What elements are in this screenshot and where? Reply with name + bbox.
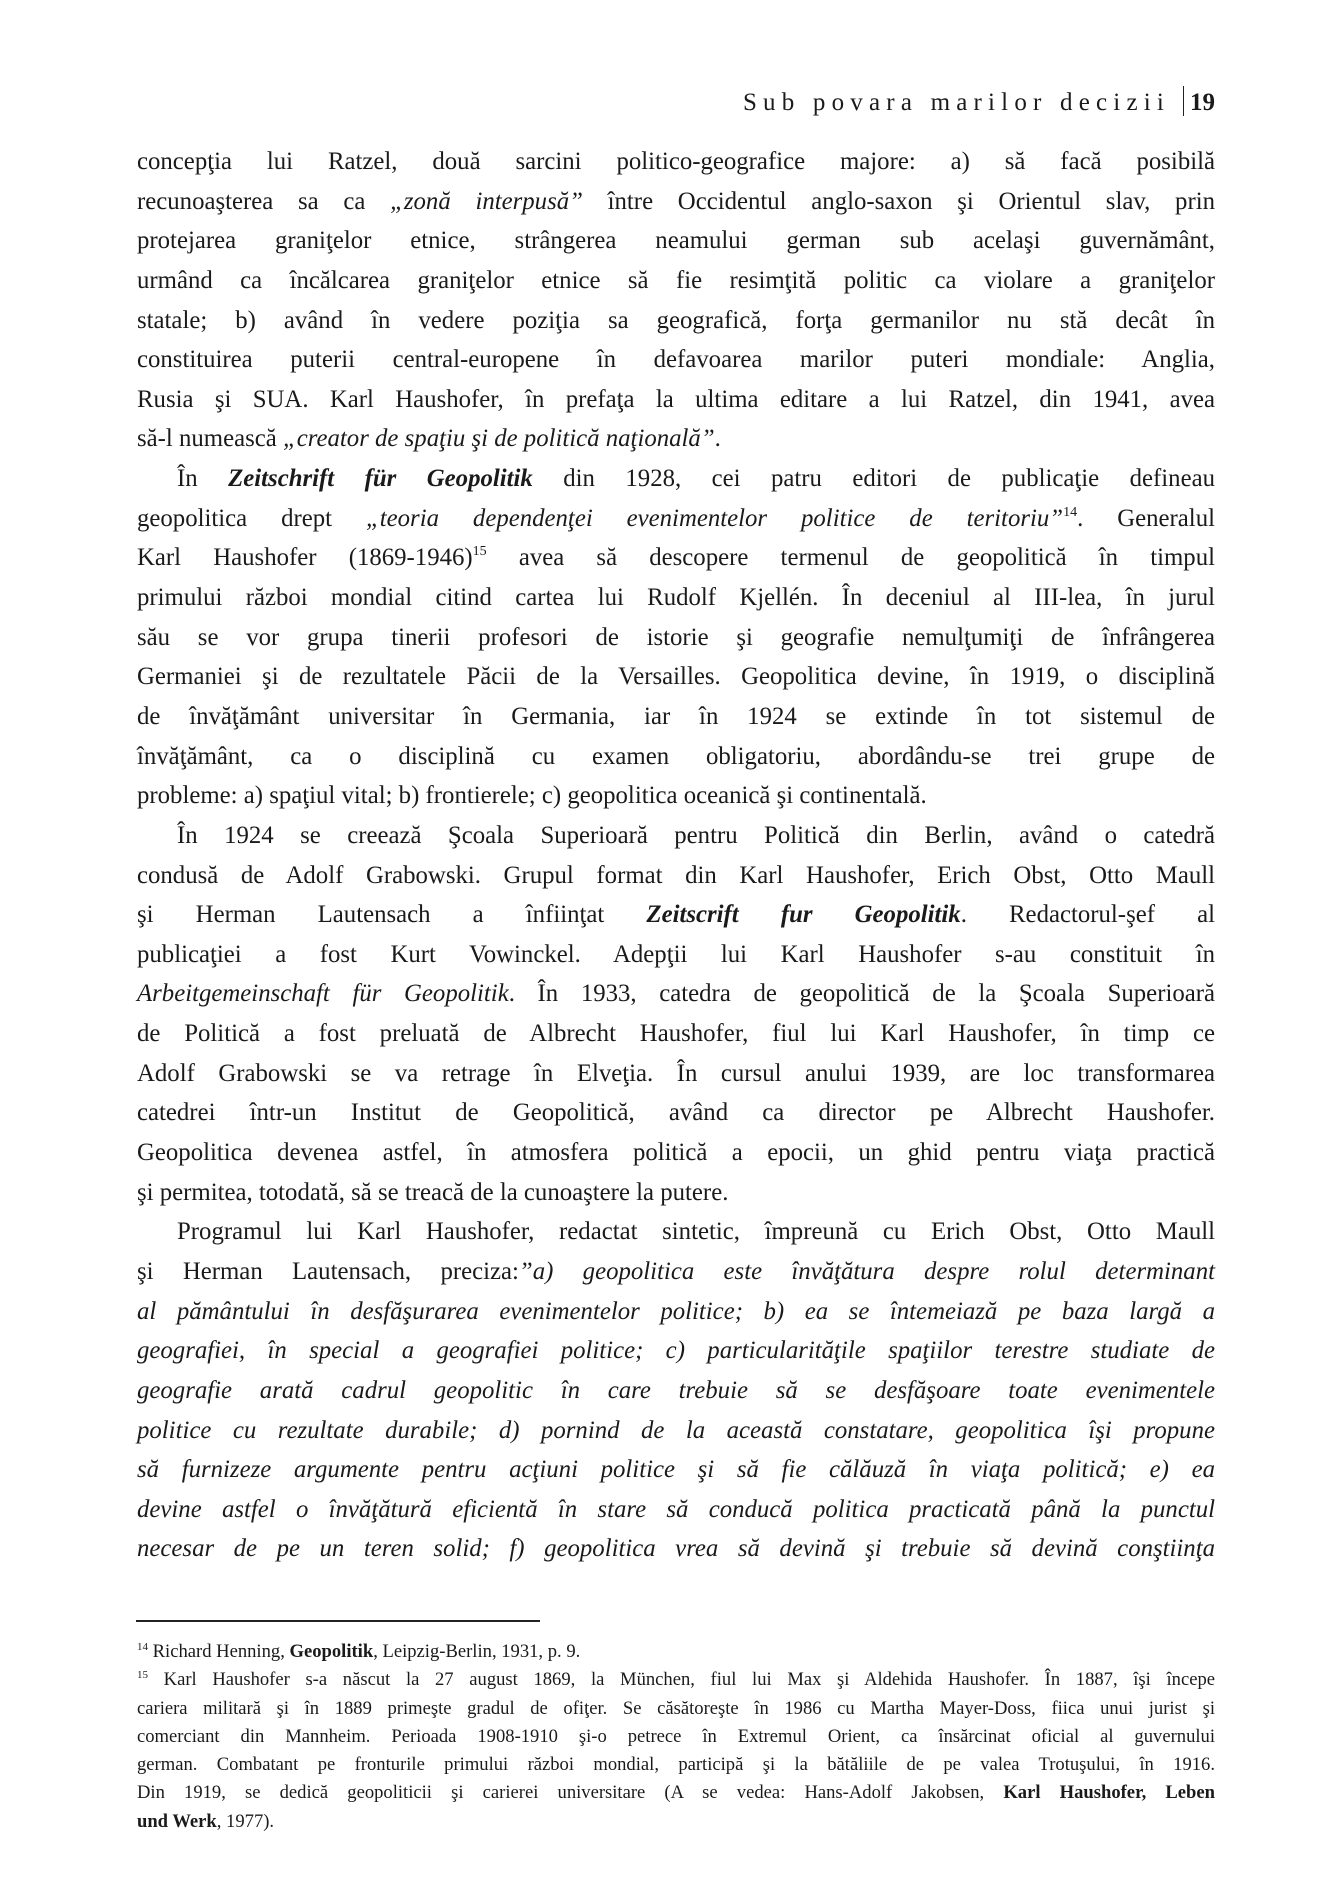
text-span: german. Combatant pe fronturile primului război mondial, participă şi la bătăliile de pe valea Trotuşului, în 1916.	[137, 1754, 1215, 1776]
text-span: avea să descopere termenul de geopolitică în timpul	[486, 544, 1215, 572]
text-span: între Occidentul anglo-saxon şi Orientul slav, prin	[582, 187, 1215, 215]
text-line	[137, 1212, 1215, 1252]
text-line	[137, 182, 1215, 222]
text-span: Karl Haushofer s-a născut la 27 august 1869, la München, fiul lui Max şi Aldehida Haushofer. În 1887, îşi începe	[148, 1669, 1215, 1691]
text-span: . Generalul	[1077, 504, 1215, 532]
text-line	[137, 538, 1215, 578]
text-line	[137, 459, 1215, 499]
text-line	[137, 1292, 1215, 1332]
text-span: publicaţiei a fost Kurt Vowinckel. Adepţii lui Karl Haushofer s-au constituit în	[137, 940, 1215, 968]
text-span: din 1928, cei patru editori de publicaţie defineau	[532, 465, 1215, 493]
footnote-reference: 14	[137, 1641, 148, 1653]
footnote-line	[137, 1666, 1215, 1694]
text-span: şi Herman Lautensach a înfiinţat	[137, 901, 647, 929]
text-line	[137, 1014, 1215, 1054]
footnote-reference: 15	[137, 1669, 148, 1682]
text-span: şi Herman Lautensach, preciza:	[137, 1257, 519, 1285]
text-line	[137, 1411, 1215, 1451]
text-line	[137, 1529, 1215, 1569]
footnote-line	[137, 1638, 1215, 1666]
text-line	[137, 142, 1215, 182]
footnotes	[137, 1638, 1215, 1836]
text-line	[137, 895, 1215, 935]
text-span: urmând ca încălcarea graniţelor etnice să fie resimţită politic ca violare a graniţelor	[137, 266, 1215, 294]
text-line	[137, 618, 1215, 658]
text-span: . În 1933, catedra de geopolitică de la Şcoala Superioară	[508, 980, 1216, 1008]
text-span: recunoaşterea sa ca	[137, 187, 391, 215]
text-line	[137, 221, 1215, 261]
text-span: comerciant din Mannheim. Perioada 1908-1910 şi-o petrece în Extremul Orient, ca însărcinat oficial al guvernului	[137, 1725, 1215, 1747]
text-line	[137, 776, 1215, 816]
text-line	[137, 340, 1215, 380]
bold-text: und Werk	[137, 1810, 217, 1832]
text-line	[137, 1133, 1215, 1173]
text-span: cariera militară şi în 1889 primeşte gradul de ofiţer. Se căsătoreşte în 1986 cu Martha Mayer-Doss, fiica unui jurist şi	[137, 1697, 1215, 1719]
footnote-reference: 15	[472, 544, 487, 560]
emphasis-text: geografiei, în special a geografiei politice; c) particularităţile spaţiilor terestre studiate de	[137, 1337, 1215, 1365]
text-span: Geopolitica devenea astfel, în atmosfera politică a epocii, un ghid pentru viaţa practică	[137, 1139, 1215, 1167]
text-span: .	[714, 425, 721, 453]
text-span: . Redactorul-şef al	[960, 901, 1215, 929]
text-line	[137, 1450, 1215, 1490]
text-span: catedrei într-un Institut de Geopolitică, având ca director pe Albrecht Haushofer.	[137, 1099, 1215, 1127]
text-line	[137, 697, 1215, 737]
emphasis-text: necesar de pe un teren solid; f) geopolitica vrea să devină şi trebuie să devină conştiinţa	[137, 1535, 1215, 1563]
text-span: să-l numească	[137, 425, 283, 453]
text-line	[137, 419, 1215, 459]
footnote-line	[137, 1723, 1215, 1751]
text-line	[137, 301, 1215, 341]
page-number: 19	[1190, 89, 1215, 116]
text-span: său se vor grupa tinerii profesori de istorie şi geografie nemulţumiţi de înfrângerea	[137, 623, 1215, 651]
emphasis-text: „zonă interpusă”	[390, 187, 583, 215]
text-line	[137, 1371, 1215, 1411]
text-line	[137, 499, 1215, 539]
text-span: statale; b) având în vedere poziţia sa geografică, forţa germanilor nu stă decât în	[137, 306, 1215, 334]
text-span: , 1977).	[216, 1810, 275, 1832]
bold-text: Geopolitik	[289, 1641, 374, 1662]
text-line	[137, 578, 1215, 618]
text-span: În	[177, 465, 229, 493]
text-line	[137, 935, 1215, 975]
text-span: primului război mondial citind cartea lui Rudolf Kjellén. În deceniul al III-lea, în jurul	[137, 584, 1215, 612]
text-line	[137, 380, 1215, 420]
text-span: Din 1919, se dedică geopoliticii şi carierei universitare (A se vedea: Hans-Adolf Jakobsen,	[137, 1782, 1004, 1804]
text-span: Richard Henning,	[148, 1641, 290, 1662]
text-line	[137, 974, 1215, 1014]
text-line	[137, 261, 1215, 301]
text-line	[137, 1490, 1215, 1530]
text-line	[137, 657, 1215, 697]
footnote-reference: 14	[1063, 504, 1078, 520]
text-span: concepţia lui Ratzel, două sarcini politico-geografice majore: a) să facă posibilă	[137, 148, 1215, 175]
text-span: şi permitea, totodată, să se treacă de la cunoaştere la putere.	[137, 1178, 729, 1206]
text-line	[137, 1173, 1215, 1213]
header-separator	[1183, 86, 1185, 116]
text-line	[137, 737, 1215, 777]
text-span: condusă de Adolf Grabowski. Grupul format din Karl Haushofer, Erich Obst, Otto Maull	[137, 861, 1215, 889]
text-line	[137, 1252, 1215, 1292]
text-line	[137, 1331, 1215, 1371]
text-span: de Politică a fost preluată de Albrecht Haushofer, fiul lui Karl Haushofer, în timp ce	[137, 1020, 1215, 1048]
emphasis-text: „teoria dependenţei evenimentelor politice de teritoriu”	[365, 504, 1064, 532]
text-span: În 1924 se creează Şcoala Superioară pentru Politică din Berlin, având o catedră	[177, 821, 1215, 849]
running-header	[743, 86, 1215, 117]
running-title: Sub povara marilor decizii	[742, 89, 1171, 116]
text-line	[137, 1093, 1215, 1133]
bold-text: Karl Haushofer, Leben	[1003, 1782, 1215, 1804]
text-line	[137, 816, 1215, 856]
footnote-separator	[136, 1620, 540, 1622]
text-span: protejarea graniţelor etnice, strângerea neamului german sub acelaşi guvernământ,	[137, 227, 1215, 255]
emphasis-text: devine astfel o învăţătură eficientă în stare să conducă politica practicată până la punctul	[137, 1495, 1215, 1523]
emphasis-text: Arbeitgemeinschaft für Geopolitik	[137, 980, 509, 1008]
text-line	[137, 856, 1215, 896]
text-span: Adolf Grabowski se va retrage în Elveţia. În cursul anului 1939, are loc transformarea	[137, 1059, 1215, 1087]
text-span: Karl Haushofer (1869-1946)	[137, 544, 473, 572]
text-span: Rusia şi SUA. Karl Haushofer, în prefaţa la ultima editare a lui Ratzel, din 1941, avea	[137, 385, 1215, 413]
emphasis-text: să furnizeze argumente pentru acţiuni politice şi să fie călăuză în viaţa politică; e) ea	[137, 1456, 1215, 1484]
text-span: Germaniei şi de rezultatele Păcii de la Versailles. Geopolitica devine, în 1919, o disciplină	[137, 663, 1215, 691]
text-span: învăţământ, ca o disciplină cu examen obligatoriu, abordându-se trei grupe de	[137, 742, 1215, 770]
emphasis-text: geografie arată cadrul geopolitic în care trebuie să se desfăşoare toate evenimentele	[137, 1376, 1215, 1404]
text-line	[137, 1054, 1215, 1094]
footnote-line	[137, 1751, 1215, 1779]
text-span: constituirea puterii central-europene în defavoarea marilor puteri mondiale: Anglia,	[137, 346, 1215, 374]
text-span: geopolitica drept	[137, 504, 366, 532]
footnote-line	[137, 1808, 1215, 1836]
emphasis-text: Zeitscrift fur Geopolitik	[646, 901, 961, 929]
text-span: Programul lui Karl Haushofer, redactat sintetic, împreună cu Erich Obst, Otto Maull	[177, 1218, 1215, 1246]
emphasis-text: ”a) geopolitica este învăţătura despre rolul determinant	[518, 1257, 1215, 1285]
emphasis-text: „creator de spaţiu şi de politică naţională”	[282, 425, 715, 453]
footnote-line	[137, 1695, 1215, 1723]
footnote-line	[137, 1779, 1215, 1807]
text-span: probleme: a) spaţiul vital; b) frontierele; c) geopolitica oceanică şi continentală.	[137, 782, 927, 810]
body-text	[137, 142, 1215, 1569]
text-span: de învăţământ universitar în Germania, iar în 1924 se extinde în tot sistemul de	[137, 702, 1215, 730]
emphasis-text: al pământului în desfăşurarea evenimentelor politice; b) ea se întemeiază pe baza largă a	[137, 1297, 1215, 1325]
emphasis-text: Zeitschrift für Geopolitik	[228, 465, 533, 493]
text-span: , Leipzig-Berlin, 1931, p. 9.	[373, 1641, 581, 1662]
emphasis-text: politice cu rezultate durabile; d) pornind de la această constatare, geopolitica îşi propune	[137, 1416, 1215, 1444]
